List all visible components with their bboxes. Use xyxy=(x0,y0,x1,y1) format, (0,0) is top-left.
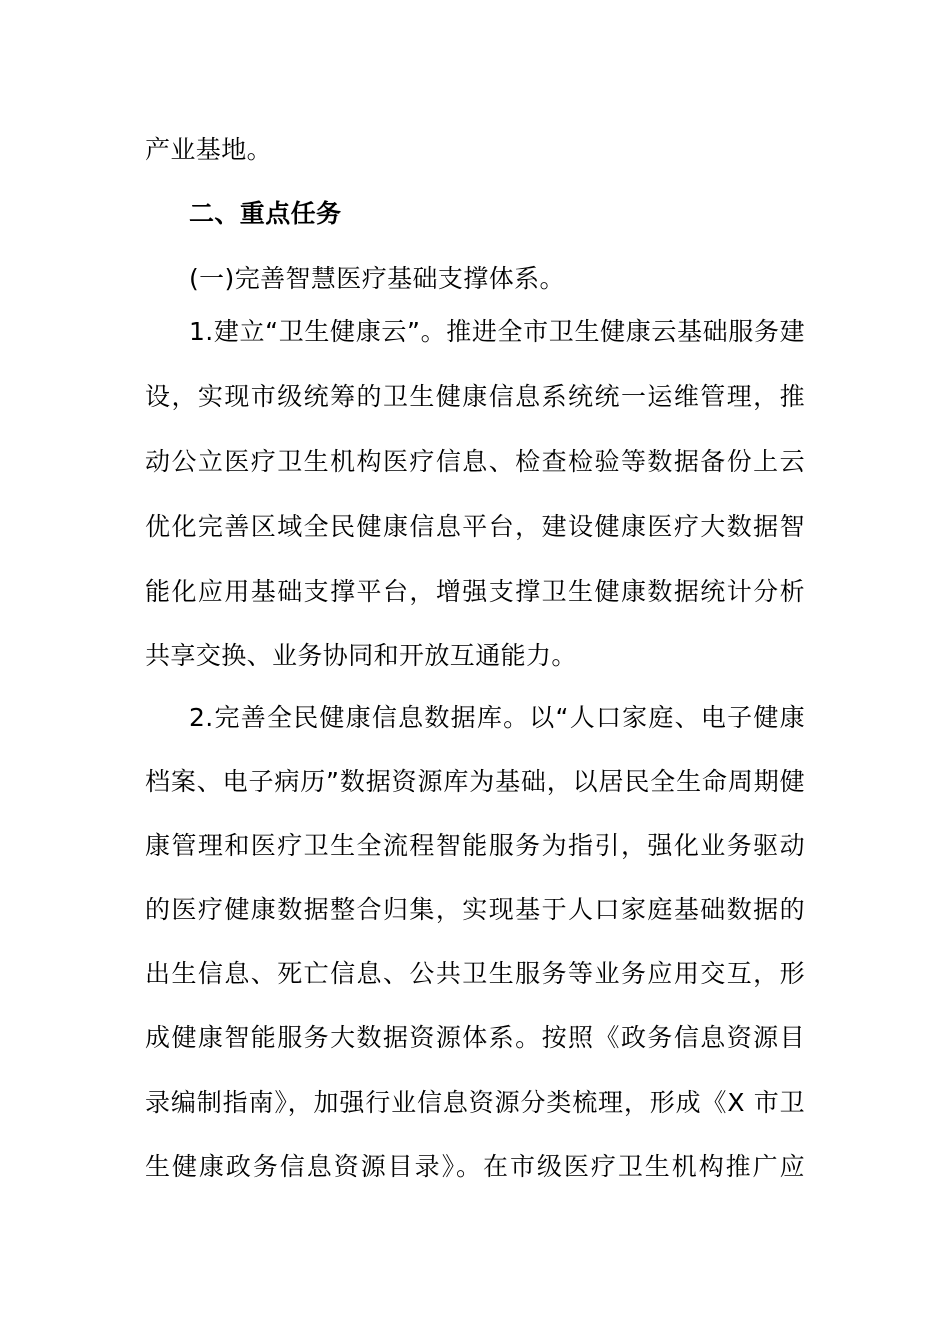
text-line: 产业基地。 xyxy=(145,135,273,164)
text-line: 共享交换、业务协同和开放互通能力。 xyxy=(145,641,577,670)
text-line: 能化应用基础支撑平台，增强支撑卫生健康数据统计分析 xyxy=(145,577,805,606)
text-line: 1.建立“卫生健康云”。推进全市卫生健康云基础服务建 xyxy=(189,317,805,346)
subsection-heading: (一)完善智慧医疗基础支撑体系。 xyxy=(189,264,565,293)
text-line: 出生信息、死亡信息、公共卫生服务等业务应用交互，形 xyxy=(145,959,805,988)
text-line: 设，实现市级统筹的卫生健康信息系统统一运维管理，推 xyxy=(145,382,805,411)
text-line: 康管理和医疗卫生全流程智能服务为指引，强化业务驱动 xyxy=(145,831,805,860)
text-line: 2.完善全民健康信息数据库。以“人口家庭、电子健康 xyxy=(189,703,805,732)
text-line: 成健康智能服务大数据资源体系。按照《政务信息资源目 xyxy=(145,1023,805,1052)
section-heading: 二、重点任务 xyxy=(189,199,342,228)
text-line: 生健康政务信息资源目录》。在市级医疗卫生机构推广应 xyxy=(145,1152,805,1181)
text-line: 动公立医疗卫生机构医疗信息、检查检验等数据备份上云 xyxy=(145,447,805,476)
text-line: 录编制指南》，加强行业信息资源分类梳理，形成《X 市卫 xyxy=(145,1088,805,1117)
text-line: 档案、电子病历”数据资源库为基础，以居民全生命周期健 xyxy=(145,767,805,796)
text-line: 优化完善区域全民健康信息平台，建设健康医疗大数据智 xyxy=(145,512,805,541)
text-line: 的医疗健康数据整合归集，实现基于人口家庭基础数据的 xyxy=(145,895,805,924)
